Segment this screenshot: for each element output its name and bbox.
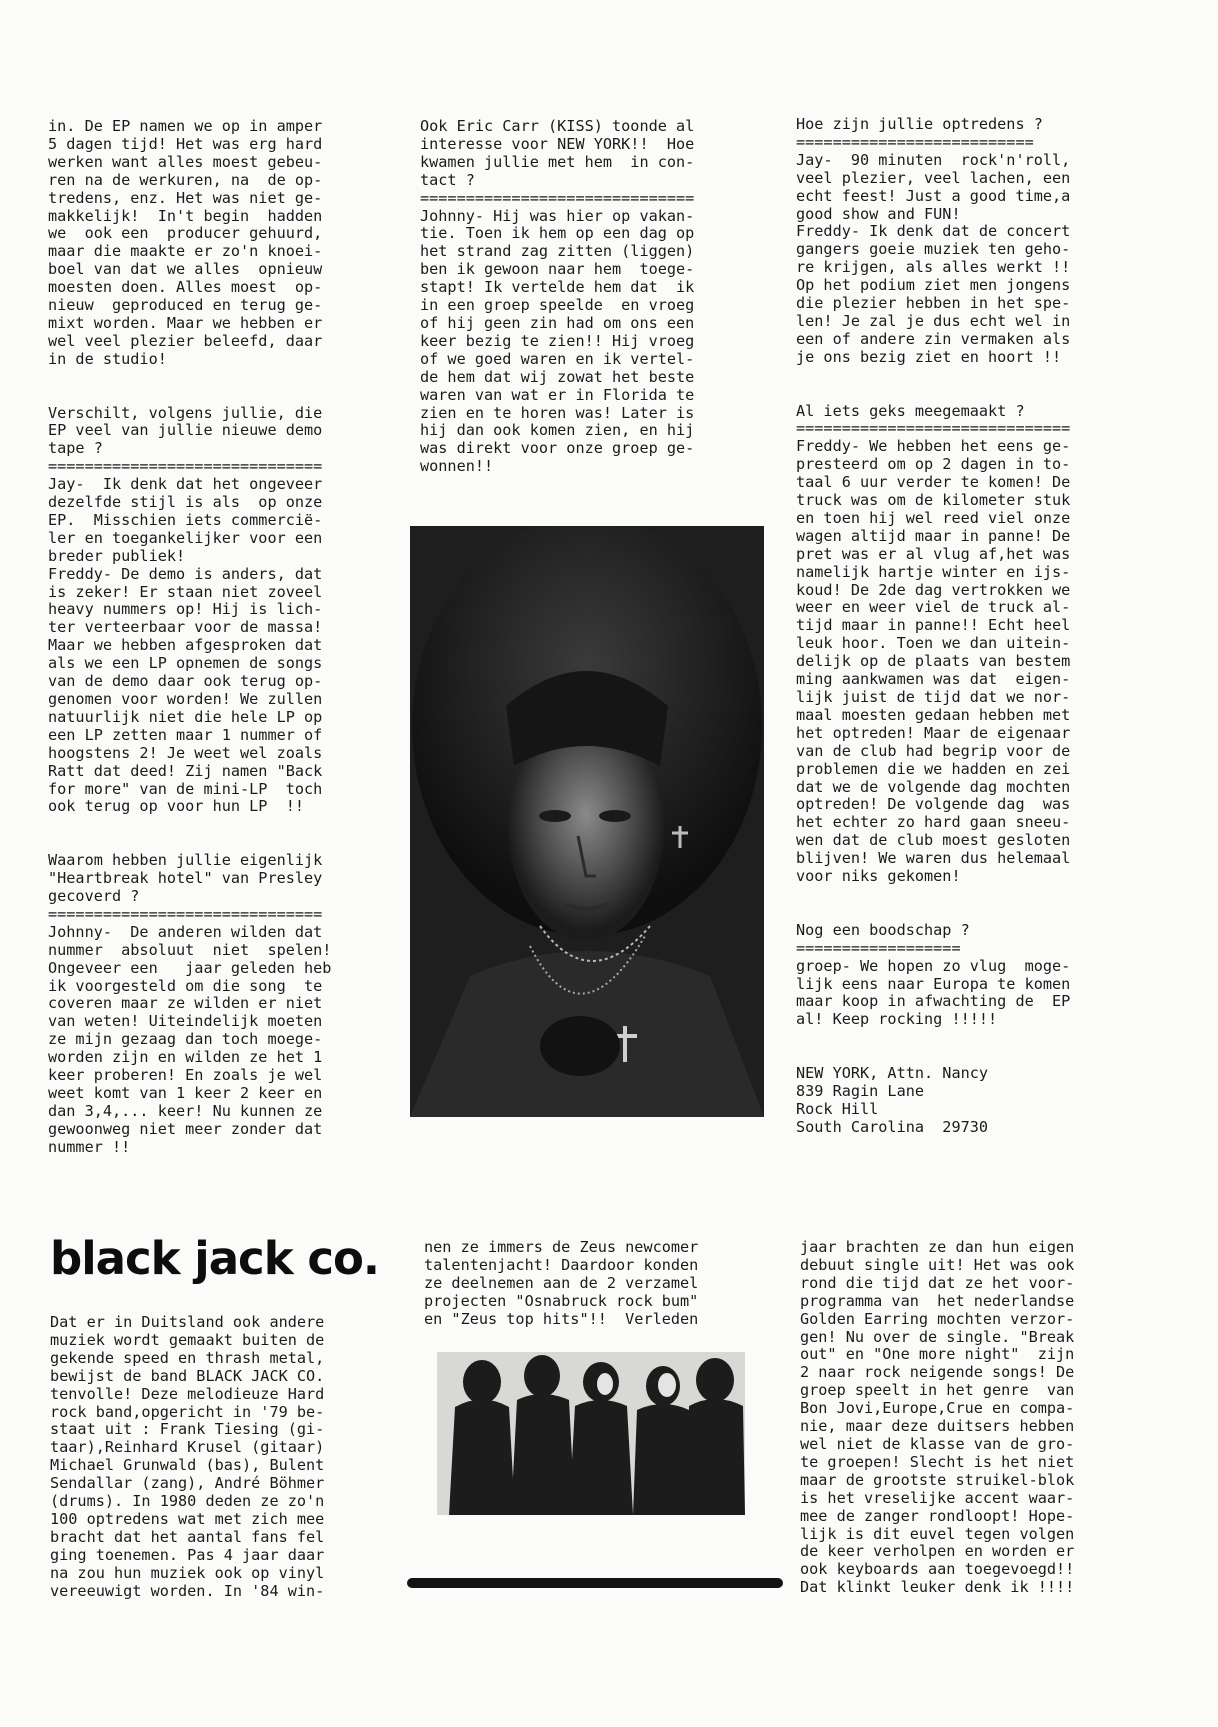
text-line: Dat er in Duitsland ook andere (50, 1313, 325, 1331)
text-line: makkelijk! In't begin hadden (48, 206, 323, 225)
interview-column-2 (420, 118, 694, 476)
text-line: ze deelnemen aan de 2 verzamel (424, 1273, 699, 1292)
text-line: lijk is dit euvel tegen volgen (800, 1524, 1075, 1543)
text-line: groep speelt in het genre van (800, 1381, 1075, 1400)
text-line: wen dat de club moest gesloten (796, 831, 1071, 850)
text-line: ================== (796, 938, 961, 957)
text-line: veel plezier, veel lachen, een (796, 168, 1071, 187)
text-line: in een groep speelde en vroeg (420, 296, 695, 315)
text-line: en toen hij wel reed viel onze (796, 508, 1071, 527)
text-line: gekende speed en thrash metal, (50, 1348, 325, 1367)
text-line (796, 886, 1070, 904)
text-line: ben ik gewoon naar hem toege- (420, 260, 695, 279)
text-line: het optreden! Maar de eigenaar (796, 723, 1071, 742)
bjc-column-2 (424, 1239, 698, 1329)
text-line: tact ? (420, 170, 475, 189)
text-line (796, 1029, 1070, 1047)
portrait-photo (410, 526, 764, 1117)
text-line: Freddy- Ik denk dat de concert (796, 222, 1071, 241)
text-line: in. De EP namen we op in amper (48, 117, 323, 135)
text-line: tredens, enz. Het was niet ge- (48, 188, 323, 207)
text-line: waren van wat er in Florida te (420, 385, 695, 404)
text-line: tie. Toen ik hem op een dag op (420, 224, 695, 243)
text-line: Johnny- De anderen wilden dat (48, 922, 323, 941)
text-line: het strand zag zitten (liggen) (420, 242, 695, 261)
text-line: maar die maakte er zo'n knoei- (48, 242, 323, 261)
text-line: Freddy- De demo is anders, dat (48, 564, 323, 583)
text-line: ler en toegankelijker voor een (48, 528, 323, 547)
text-line: vereeuwigt worden. In '84 win- (50, 1581, 325, 1600)
text-line: len! Je zal je dus echt wel in (796, 311, 1071, 330)
text-line: taal 6 uur verder te komen! De (796, 473, 1071, 492)
text-line: lijk eens naar Europa te komen (796, 974, 1071, 993)
text-line: ============================== (796, 419, 1071, 438)
band-photo (437, 1352, 745, 1515)
text-line: van weten! Uiteindelijk moeten (48, 1012, 323, 1031)
text-line: delijk op de plaats van bestem (796, 652, 1071, 671)
text-line: rock band,opgericht in '79 be- (50, 1402, 325, 1421)
text-line: maar de grootste struikel-blok (800, 1470, 1075, 1489)
text-line: muziek wordt gemaakt buiten de (50, 1330, 325, 1349)
text-line: koud! De 2de dag vertrokken we (796, 580, 1071, 599)
text-line: breder publiek! (48, 546, 186, 565)
text-line: tape ? (48, 439, 103, 458)
text-line: Verschilt, volgens jullie, die (48, 403, 323, 422)
text-line: Nog een boodschap ? (796, 920, 970, 939)
text-line (796, 367, 1070, 385)
text-line: we ook een producer gehuurd, (48, 224, 323, 243)
text-line: lijk juist de tijd dat we nor- (796, 688, 1071, 706)
text-line: mee de zanger rondloopt! Hope- (800, 1506, 1075, 1525)
text-line: worden zijn en wilden ze het 1 (48, 1048, 323, 1067)
text-line: tenvolle! Deze melodieuze Hard (50, 1384, 325, 1403)
text-line: presteerd om op 2 dagen in to- (796, 455, 1071, 474)
text-line: te groepen! Slecht is het niet (800, 1452, 1075, 1471)
text-line: al! Keep rocking !!!!! (796, 1010, 998, 1029)
text-line: van de demo daar ook terug op- (48, 672, 323, 691)
portrait-photo-image (410, 526, 764, 1117)
text-line (48, 816, 331, 834)
text-line: is het vreselijke accent waar- (800, 1488, 1075, 1507)
bjc-column-3 (800, 1239, 1074, 1597)
text-line: namelijk hartje winter en ijs- (796, 562, 1071, 581)
text-line: stapt! Ik vertelde hem dat ik (420, 278, 695, 297)
text-line: Op het podium ziet men jongens (796, 276, 1071, 295)
text-line: groep- We hopen zo vlug moge- (796, 956, 1071, 975)
band-photo-image (437, 1352, 745, 1515)
text-line (796, 385, 1070, 403)
text-line: Ook Eric Carr (KISS) toonde al (420, 117, 695, 135)
text-line: boel van dat we alles opnieuw (48, 260, 323, 279)
text-line: Bon Jovi,Europe,Crue en compa- (800, 1399, 1075, 1418)
text-line: dat we de volgende dag mochten (796, 777, 1071, 796)
text-line: taar),Reinhard Krusel (gitaar) (50, 1438, 325, 1457)
text-line: South Carolina 29730 (796, 1117, 989, 1136)
text-line: die plezier hebben in het spe- (796, 294, 1071, 313)
text-line: keer bezig te zien!! Hij vroeg (420, 331, 695, 350)
text-line: talentenjacht! Daardoor konden (424, 1255, 699, 1274)
text-line: hij dan ook komen zien, en hij (420, 421, 695, 440)
text-line (796, 1047, 1070, 1065)
text-line: ook keyboards aan toegevoegd!! (800, 1560, 1075, 1579)
text-line: heavy nummers op! Hij is lich- (48, 600, 323, 619)
text-line: wagen altijd maar in panne! De (796, 526, 1071, 545)
text-line: nie, maar deze duitsers hebben (800, 1417, 1075, 1436)
text-line: Michael Grunwald (bas), Bulent (50, 1456, 325, 1475)
text-line: ze mijn gezaag dan toch moege- (48, 1030, 323, 1049)
text-line: tijd maar in panne!! Echt heel (796, 616, 1071, 635)
text-line: dezelfde stijl is als op onze (48, 493, 323, 512)
text-line: Dat klinkt leuker denk ik !!!! (800, 1578, 1075, 1597)
text-line: Maar we hebben afgesproken dat (48, 636, 323, 655)
text-line: ========================== (796, 132, 1034, 151)
text-line: ren na de werkuren, na de op- (48, 170, 323, 189)
text-line: nummer !! (48, 1137, 131, 1156)
text-line: of hij geen zin had om ons een (420, 313, 695, 332)
text-line: zien en te horen was! Later is (420, 403, 695, 422)
text-line: Johnny- Hij was hier op vakan- (420, 206, 695, 225)
text-line (48, 834, 331, 852)
text-line: 2 naar rock neigende songs! De (800, 1363, 1075, 1382)
text-line: keer proberen! En zoals je wel (48, 1066, 323, 1085)
text-line: programma van het nederlandse (800, 1291, 1075, 1310)
text-line: natuurlijk niet die hele LP op (48, 707, 323, 726)
text-line: Freddy- We hebben het eens ge- (796, 437, 1071, 456)
text-line: van de club had begrip voor de (796, 741, 1071, 760)
text-line: ik voorgesteld om die song te (48, 976, 323, 995)
text-line: jaar brachten ze dan hun eigen (800, 1238, 1075, 1256)
text-line: wonnen!! (420, 457, 494, 476)
interview-column-1 (48, 118, 331, 1157)
text-line: kwamen jullie met hem in con- (420, 152, 695, 171)
divider-bar (407, 1578, 783, 1588)
text-line: Sendallar (zang), André Böhmer (50, 1474, 325, 1493)
text-line: staat uit : Frank Tiesing (gi- (50, 1420, 325, 1439)
text-line: Jay- 90 minuten rock'n'roll, (796, 150, 1071, 169)
text-line: je ons bezig ziet en hoort !! (796, 347, 1062, 366)
text-line: werken want alles moest gebeu- (48, 152, 323, 171)
text-line: problemen die we hadden en zei (796, 759, 1071, 778)
text-line: Ongeveer een jaar geleden heb (48, 958, 332, 977)
text-line: genomen voor worden! We zullen (48, 690, 323, 708)
text-line: was direkt voor onze groep ge- (420, 439, 695, 458)
text-line: Hoe zijn jullie optredens ? (796, 115, 1043, 133)
text-line: 839 Ragin Lane (796, 1081, 925, 1100)
text-line: weet komt van 1 keer 2 keer en (48, 1083, 323, 1102)
text-line: bewijst de band BLACK JACK CO. (50, 1366, 325, 1385)
text-line: of we goed waren en ik vertel- (420, 349, 695, 368)
text-line: "Heartbreak hotel" van Presley (48, 869, 323, 888)
text-line: nieuw geproduced en terug ge- (48, 296, 323, 315)
text-line: (drums). In 1980 deden ze zo'n (50, 1492, 325, 1511)
text-line: dan 3,4,... keer! Nu kunnen ze (48, 1101, 323, 1120)
text-line: gecoverd ? (48, 886, 140, 905)
text-line: maal moesten gedaan hebben met (796, 705, 1071, 724)
text-line: een of andere zin vermaken als (796, 329, 1071, 348)
text-line: re krijgen, als alles werkt !! (796, 258, 1071, 277)
text-line: 5 dagen tijd! Het was erg hard (48, 134, 323, 153)
text-line: een LP zetten maar 1 nummer of (48, 725, 323, 744)
text-line: gen! Nu over de single. "Break (800, 1327, 1075, 1346)
text-line: voor niks gekomen! (796, 867, 961, 886)
text-line: rond die tijd dat ze het voor- (800, 1273, 1075, 1292)
text-line: EP veel van jullie nieuwe demo (48, 421, 323, 440)
text-line: het echter zo hard gaan sneeu- (796, 813, 1071, 832)
text-line: ter verteerbaar voor de massa! (48, 618, 323, 637)
text-line: mixt worden. Maar we hebben er (48, 313, 323, 332)
text-line: ming aankwamen was dat eigen- (796, 670, 1071, 689)
text-line: gangers goeie muziek ten geho- (796, 240, 1071, 259)
text-line: Al iets geks meegemaakt ? (796, 401, 1025, 420)
text-line (48, 387, 331, 405)
text-line: de hem dat wij zowat het beste (420, 367, 695, 386)
text-line: gewoonweg niet meer zonder dat (48, 1119, 323, 1138)
article-title: black jack co. (50, 1232, 380, 1285)
text-line: weer en weer viel de truck al- (796, 598, 1071, 617)
text-line: echt feest! Just a good time,a (796, 186, 1071, 205)
text-line: Golden Earring mochten verzor- (800, 1309, 1075, 1328)
text-line: projecten "Osnabruck rock bum" (424, 1291, 699, 1310)
text-line: optreden! De volgende dag was (796, 795, 1071, 814)
text-line: Rock Hill (796, 1099, 879, 1118)
text-line: als we een LP opnemen de songs (48, 654, 323, 673)
text-line: truck was om de kilometer stuk (796, 491, 1071, 510)
text-line: good show and FUN! (796, 204, 961, 223)
text-line: EP. Misschien iets commerciё- (48, 510, 323, 529)
text-line: is zeker! Er staan niet zoveel (48, 582, 323, 601)
text-line: debuut single uit! Het was ook (800, 1255, 1075, 1274)
text-line: interesse voor NEW YORK!! Hoe (420, 134, 695, 153)
text-line: Jay- Ik denk dat het ongeveer (48, 475, 323, 494)
text-line: ging toenemen. Pas 4 jaar daar (50, 1545, 325, 1564)
text-line (48, 369, 331, 387)
text-line: 100 optredens wat met zich mee (50, 1509, 325, 1528)
text-line (796, 904, 1070, 922)
text-line: ============================== (48, 904, 323, 923)
text-line: en "Zeus top hits"!! Verleden (424, 1309, 699, 1328)
text-line: ============================== (48, 457, 323, 476)
text-line: bracht dat het aantal fans fel (50, 1527, 325, 1546)
text-line: out" en "One more night" zijn (800, 1345, 1075, 1364)
text-line: nen ze immers de Zeus newcomer (424, 1238, 699, 1256)
text-line: ook terug op voor hun LP !! (48, 797, 305, 816)
text-line: for more" van de mini-LP toch (48, 779, 323, 798)
text-line: blijven! We waren dus helemaal (796, 849, 1071, 868)
text-line: leuk hoor. Toen we dan uitein- (796, 634, 1071, 653)
text-line: nummer absoluut niet spelen! (48, 940, 332, 959)
text-line: hoogstens 2! Je weet wel zoals (48, 743, 323, 762)
text-line: Ratt dat deed! Zij namen "Back (48, 761, 323, 780)
text-line: NEW YORK, Attn. Nancy (796, 1064, 989, 1083)
text-line: na zou hun muziek ook op vinyl (50, 1563, 325, 1582)
bjc-column-1 (50, 1314, 324, 1601)
text-line: in de studio! (48, 349, 167, 368)
text-line: wel niet de klasse van de gro- (800, 1434, 1075, 1453)
interview-column-3 (796, 116, 1070, 1137)
text-line: de keer verholpen en worden er (800, 1542, 1075, 1561)
text-line: Waarom hebben jullie eigenlijk (48, 851, 323, 870)
text-line: ============================== (420, 188, 695, 207)
text-line: pret was er al vlug af,het was (796, 544, 1071, 563)
text-line: coveren maar ze wilden er niet (48, 994, 323, 1013)
text-line: wel veel plezier beleefd, daar (48, 331, 323, 350)
text-line: maar koop in afwachting de EP (796, 992, 1071, 1011)
text-line: moesten doen. Alles moest op- (48, 278, 323, 297)
